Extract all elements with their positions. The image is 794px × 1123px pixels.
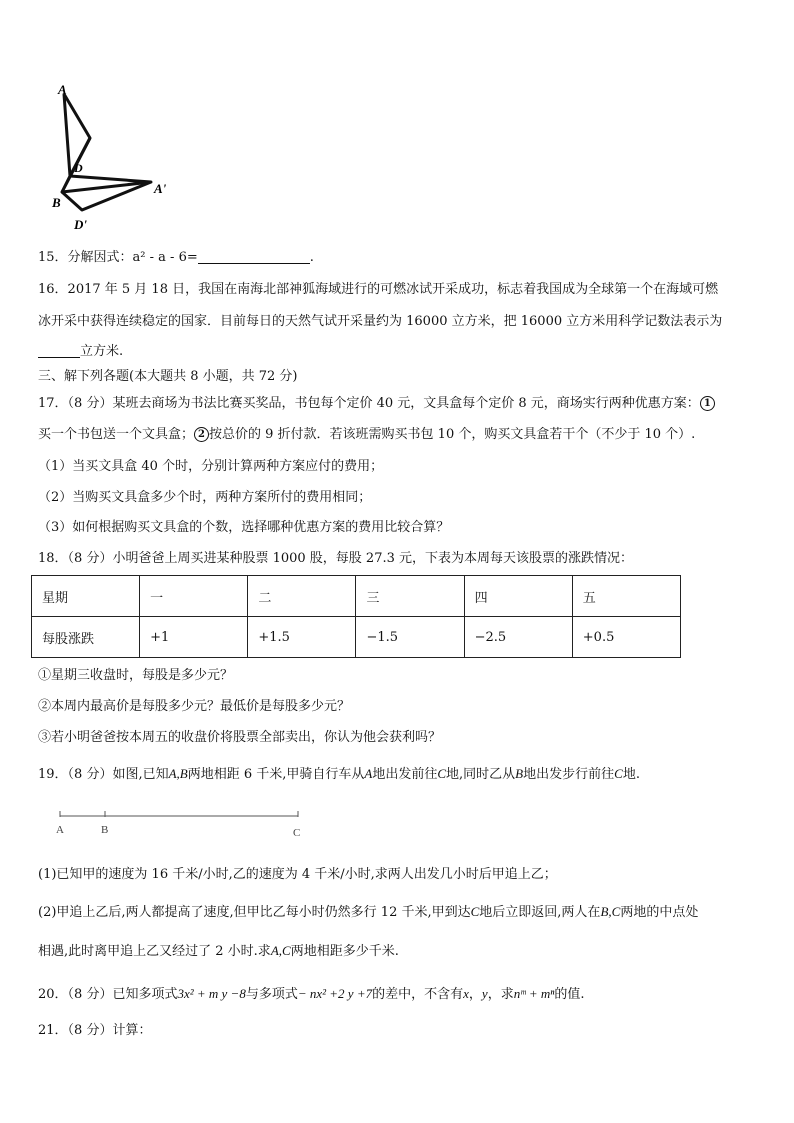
question-19-part-2-cont: 相遇,此时离甲追上乙又经过了 2 小时.求A,C两地相距多少千米. bbox=[38, 943, 399, 959]
number-line-figure bbox=[52, 808, 312, 840]
label-A: A bbox=[58, 82, 67, 97]
question-17-part-2: （2）当购买文具盒多少个时，两种方案所付的费用相同； bbox=[38, 490, 372, 505]
question-21: 21．（8 分）计算： bbox=[38, 1023, 152, 1038]
table-cell: 三 bbox=[356, 576, 464, 617]
question-18-intro: 18．（8 分）小明爸爸上周买进某种股票 1000 股，每股 27.3 元，下表为本周每天该股票的涨跌情况： bbox=[38, 551, 634, 566]
question-17-line-2: 买一个书包送一个文具盒； 2 按总价的 9 折付款．若该班需购买书包 10 个，购买文具盒若干个（不少于 10 个）. bbox=[38, 427, 696, 442]
table-cell: +1 bbox=[140, 617, 248, 658]
table-cell: 四 bbox=[464, 576, 572, 617]
section-heading: 三、解下列各题(本大题共 8 小题，共 72 分) bbox=[38, 369, 298, 384]
table-cell: 每股涨跌 bbox=[32, 617, 140, 658]
question-18-part-1: ①星期三收盘时，每股是多少元？ bbox=[38, 668, 234, 683]
label-C: C bbox=[293, 827, 301, 839]
question-18-part-2: ②本周内最高价是每股多少元？最低价是每股多少元？ bbox=[38, 699, 351, 714]
label-B: B bbox=[52, 195, 61, 210]
answer-blank bbox=[38, 343, 80, 358]
table-cell: +1.5 bbox=[248, 617, 356, 658]
question-17-line-1: 17．（8 分）某班去商场为书法比赛买奖品，书包每个定价 40 元，文具盒每个定价 8 元，商场实行两种优惠方案： 1 bbox=[38, 395, 715, 413]
label-A: A bbox=[56, 824, 64, 836]
question-16-line-2: 冰开采中获得连续稳定的国家．目前每日的天然气试开采量约为 16000 立方米，把 16000 立方米用科学记数法表示为 bbox=[38, 314, 723, 329]
label-D: D bbox=[74, 161, 83, 175]
label-A-prime: A' bbox=[154, 181, 167, 196]
question-19-intro: 19．（8 分）如图,已知A,B两地相距 6 千米,甲骑自行车从A地出发前往C地,同时乙从B地出发步行前往C地. bbox=[38, 766, 640, 782]
question-19-part-2: (2)甲追上乙后,两人都提高了速度,但甲比乙每小时仍然多行 12 千米,甲到达C地后立即返回,两人在B,C两地的中点处 bbox=[38, 904, 699, 920]
polynomial-1: 3x² + m y −8 bbox=[177, 986, 246, 1001]
label-B: B bbox=[101, 824, 109, 836]
question-17-part-3: （3）如何根据购买文具盒的个数，选择哪种优惠方案的费用比较合算？ bbox=[38, 520, 450, 535]
table-cell: 五 bbox=[572, 576, 680, 617]
polynomial-2: − nx² +2 y +7 bbox=[297, 986, 373, 1001]
question-15: 15．分解因式：a² - a - 6= . bbox=[38, 250, 314, 265]
question-16-line-1: 16．2017 年 5 月 18 日，我国在南海北部神狐海域进行的可燃冰试开采成功，标志着我国成为全球第一个在海域可燃 bbox=[38, 282, 719, 297]
table-cell: −2.5 bbox=[464, 617, 572, 658]
table-cell: 星期 bbox=[32, 576, 140, 617]
question-16-line-3: 立方米. bbox=[38, 343, 123, 361]
label-D-prime: D' bbox=[74, 217, 87, 232]
circled-number-1: 1 bbox=[700, 396, 715, 411]
answer-blank bbox=[198, 249, 310, 264]
question-17-part-1: （1）当买文具盒 40 个时，分别计算两种方案应付的费用； bbox=[38, 459, 384, 474]
circled-number-2: 2 bbox=[194, 427, 209, 442]
table-row bbox=[32, 617, 681, 658]
table-cell: +0.5 bbox=[572, 617, 680, 658]
table-cell: −1.5 bbox=[356, 617, 464, 658]
table-cell: 二 bbox=[248, 576, 356, 617]
triangle-figure bbox=[48, 80, 188, 235]
expression: nᵐ + mⁿ bbox=[513, 986, 555, 1001]
stock-table bbox=[31, 575, 681, 658]
question-18-part-3: ③若小明爸爸按本周五的收盘价将股票全部卖出，你认为他会获利吗？ bbox=[38, 730, 442, 745]
question-19-part-1: (1)已知甲的速度为 16 千米/小时,乙的速度为 4 千米/小时,求两人出发几小时后甲追上乙； bbox=[38, 867, 557, 882]
question-20: 20．（8 分）已知多项式3x² + m y −8与多项式− nx² +2 y +7的差中，不含有x，y，求nᵐ + mⁿ的值. bbox=[38, 986, 585, 1002]
table-header-row bbox=[32, 576, 681, 617]
table-cell: 一 bbox=[140, 576, 248, 617]
